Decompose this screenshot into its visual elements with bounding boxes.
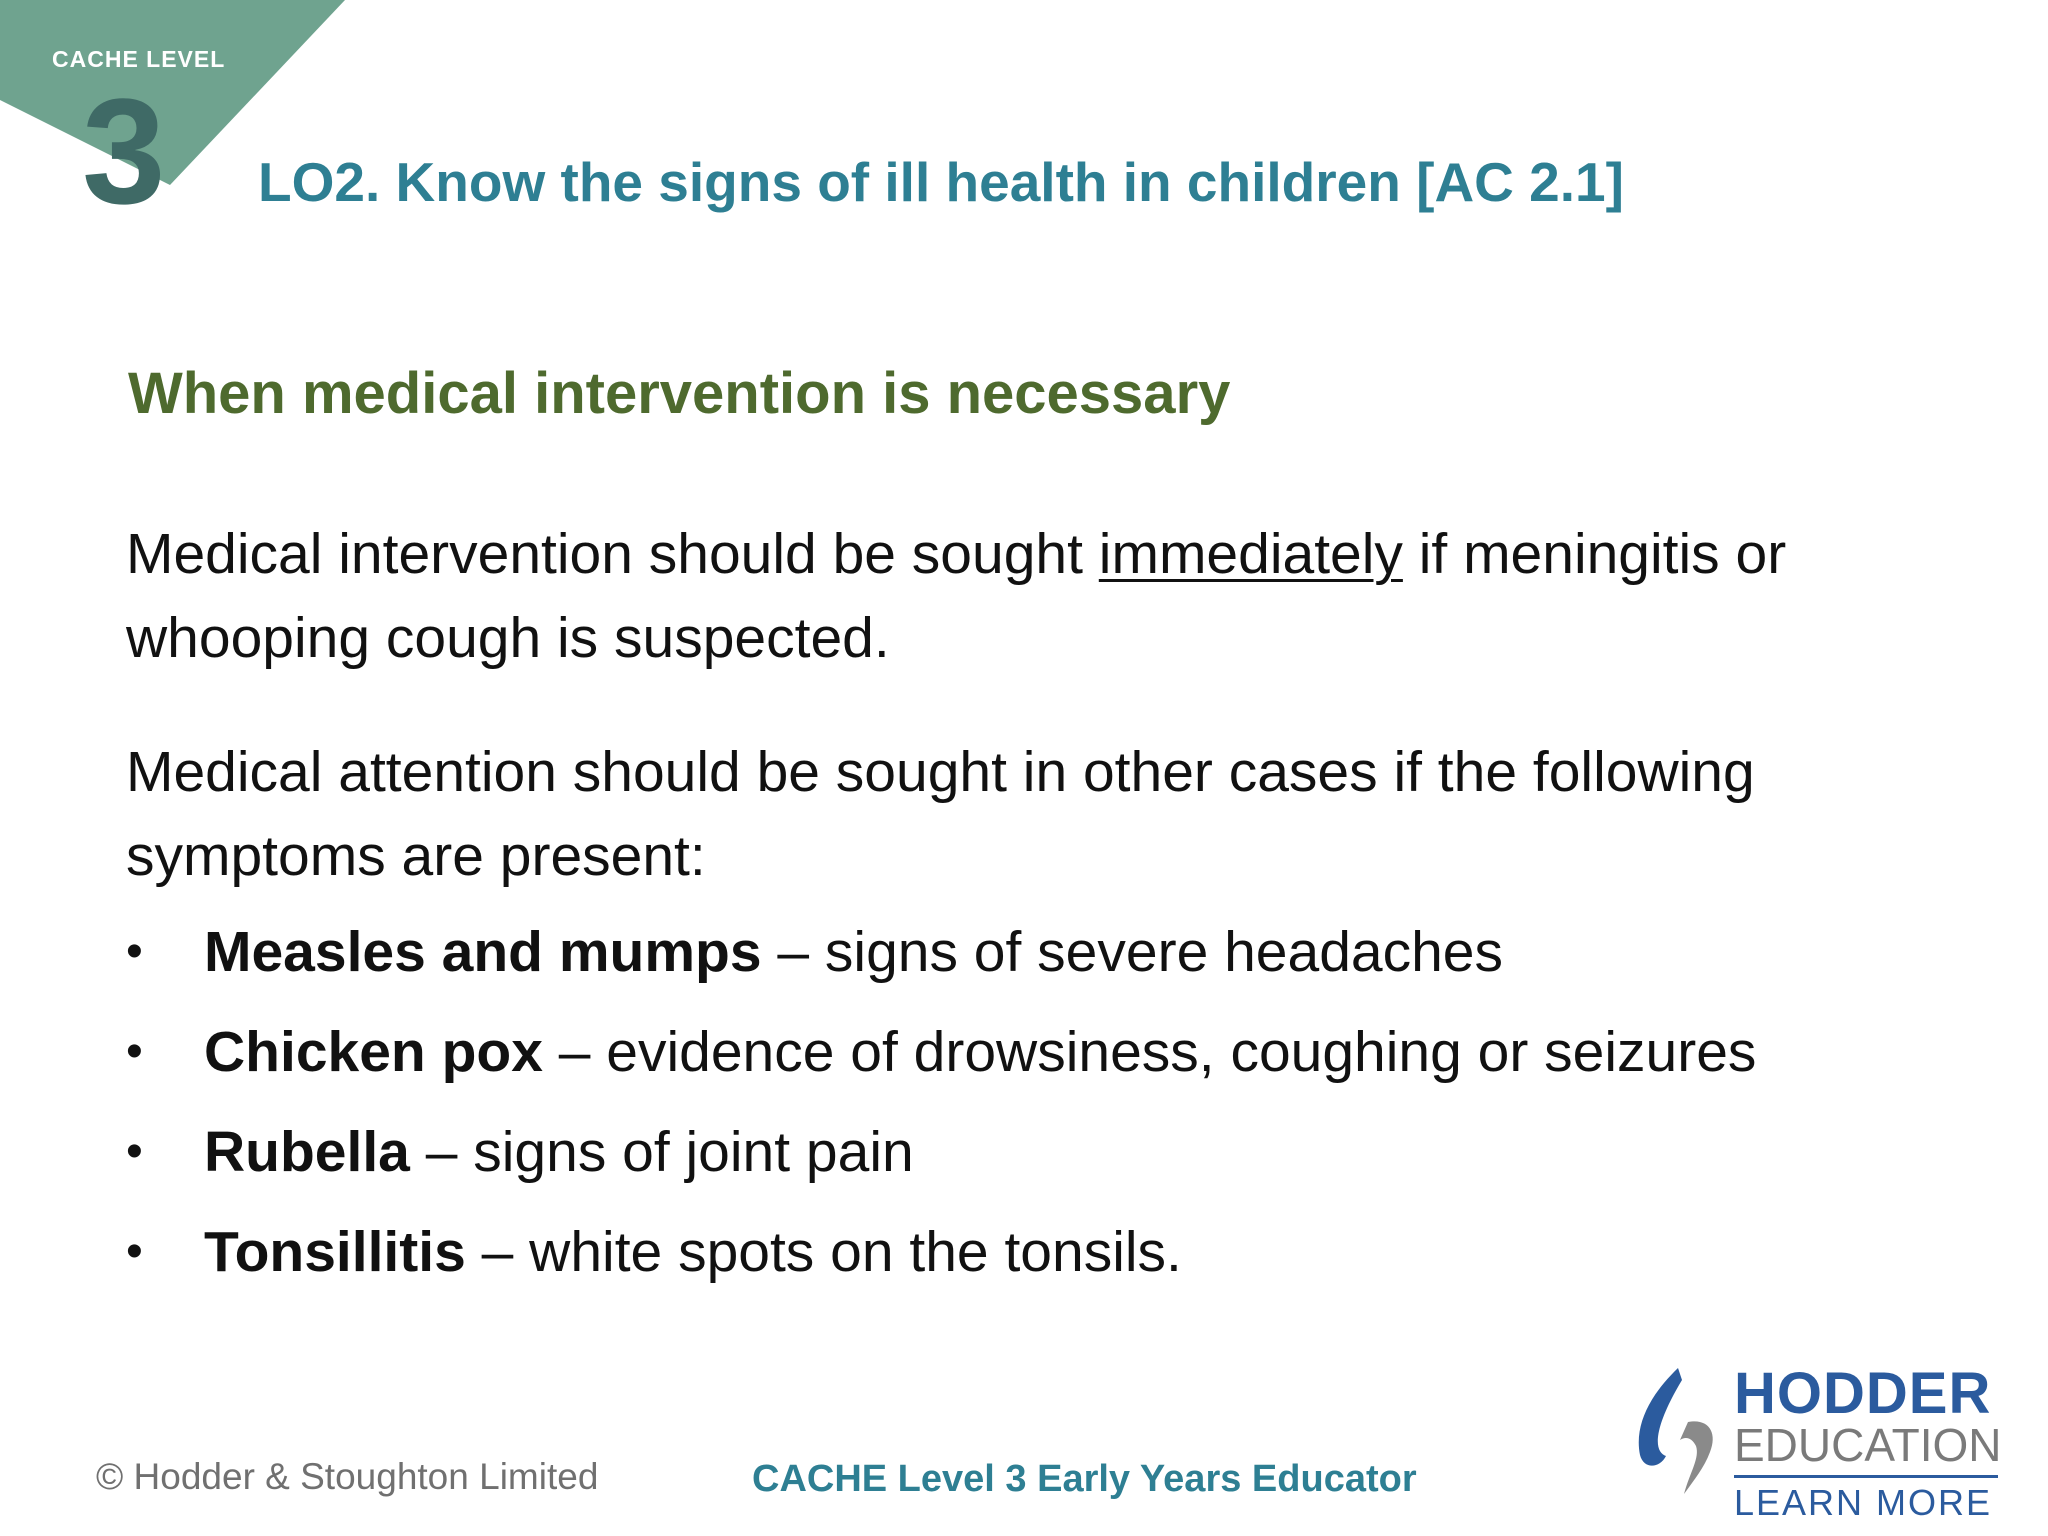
symptom-term: Measles and mumps [204,920,762,984]
paragraph-other-cases: Medical attention should be sought in other cases if the following symptoms are present: [126,740,1755,888]
hodder-swoosh-icon [1630,1360,1730,1500]
logo-subtitle: EDUCATION [1734,1419,2002,1471]
list-item [126,1012,1976,1112]
bullet-icon: • [126,1025,143,1078]
logo-divider [1734,1475,1998,1478]
badge-label: CACHE LEVEL [52,46,226,72]
bullet-icon: • [126,925,143,978]
bullet-icon: • [126,1125,143,1178]
symptom-term: Tonsillitis [204,1220,466,1284]
logo-tagline: LEARN MORE [1734,1482,1993,1523]
list-item [126,912,1976,1012]
symptom-term: Chicken pox [204,1020,543,1084]
list-item [126,1212,1976,1312]
course-name: CACHE Level 3 Early Years Educator [752,1458,1417,1500]
bullet-icon: • [126,1225,143,1278]
list-item [126,1112,1976,1212]
page-title: LO2. Know the signs of ill health in children [AC 2.1] [258,151,1624,213]
symptom-detail: – signs of joint pain [409,1120,914,1184]
symptom-detail: – signs of severe headaches [761,920,1504,984]
symptom-list [126,912,1976,1312]
emphasis-immediately: immediately [1098,522,1403,586]
paragraph-text: if meningitis or whooping cough is suspected. [126,522,1787,670]
paragraph-text: Medical intervention should be sought [126,522,1099,586]
hodder-education-logo [1630,1360,2010,1530]
symptom-detail: – white spots on the tonsils. [465,1220,1182,1284]
section-heading: When medical intervention is necessary [128,361,1231,426]
paragraph-immediate [126,512,1956,680]
badge-number: 3 [82,67,166,235]
symptom-detail: – evidence of drowsiness, coughing or seizures [542,1020,1757,1084]
copyright-notice: © Hodder & Stoughton Limited [96,1456,599,1497]
symptom-term: Rubella [204,1120,410,1184]
logo-name: HODDER [1734,1361,1992,1426]
